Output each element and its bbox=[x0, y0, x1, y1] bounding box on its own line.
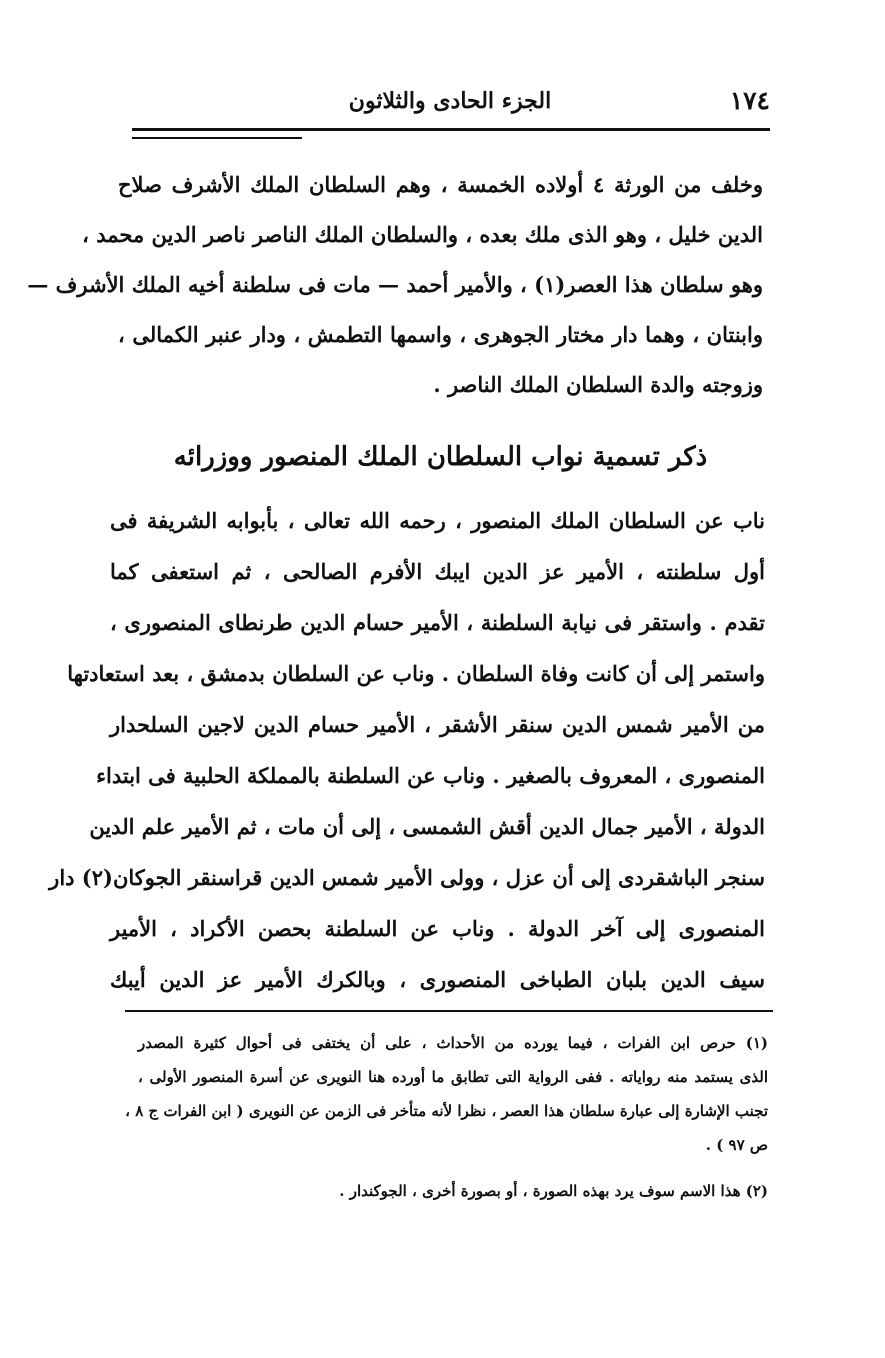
text-line: وخلف من الورثة ٤ أولاده الخمسة ، وهم السلطان الملك الأشرف صلاح bbox=[118, 172, 763, 197]
text-line: وزوجته والدة السلطان الملك الناصر . bbox=[433, 372, 763, 397]
text-line: وابنتان ، وهما دار مختار الجوهرى ، واسمها التطمش ، ودار عنبر الكمالى ، bbox=[118, 322, 763, 347]
footnote-line: ص ٩٧ ) . bbox=[705, 1136, 768, 1154]
text-line: ناب عن السلطان الملك المنصور ، رحمه الله تعالى ، بأبوابه الشريفة فى bbox=[110, 508, 765, 533]
text-line: الدين خليل ، وهو الذى ملك بعده ، والسلطان الملك الناصر ناصر الدين محمد ، bbox=[82, 222, 763, 247]
paragraph-2 bbox=[49, 495, 766, 1005]
text-line: من الأمير شمس الدين سنقر الأشقر ، الأمير حسام الدين لاجين السلحدار bbox=[110, 712, 765, 737]
running-title: الجزء الحادى والثلاثون bbox=[348, 88, 552, 114]
text-line: المنصورى إلى آخر الدولة . وناب عن السلطنة بحصن الأكراد ، الأمير bbox=[110, 916, 766, 941]
section-title: ذكر تسمية نواب السلطان الملك المنصور ووزرائه bbox=[173, 442, 708, 472]
text-line: وهو سلطان هذا العصر(١) ، والأمير أحمد — مات فى سلطنة أخيه الملك الأشرف — bbox=[27, 272, 763, 297]
footnote-line: (١) حرص ابن الفرات ، فيما يورده من الأحداث ، على أن يختفى فى أحوال كثيرة المصدر bbox=[138, 1034, 768, 1052]
text-line: تقدم . واستقر فى نيابة السلطنة ، الأمير حسام الدين طرنطاى المنصورى ، bbox=[110, 610, 765, 635]
text-line: أول سلطنته ، الأمير عز الدين ايبك الأفرم الصالحى ، ثم استعفى كما bbox=[110, 559, 765, 584]
footnote-1 bbox=[125, 1026, 768, 1162]
footnote-line: (٢) هذا الاسم سوف يرد بهذه الصورة ، أو بصورة أخرى ، الجوكندار . bbox=[339, 1182, 768, 1200]
header-rule-short bbox=[132, 137, 302, 139]
footnotes bbox=[125, 1026, 768, 1208]
page-header bbox=[130, 86, 770, 126]
text-line: الدولة ، الأمير جمال الدين أقش الشمسى ، إلى أن مات ، ثم الأمير علم الدين bbox=[89, 814, 765, 839]
footnote-line: الذى يستمد منه رواياته . ففى الرواية التى تطابق ما أورده هنا النويرى عن أسرة المنصور الأولى ، bbox=[138, 1068, 768, 1086]
page-number: ١٧٤ bbox=[729, 86, 770, 115]
footnote-2 bbox=[138, 1174, 768, 1208]
footnote-line: تجنب الإشارة إلى عبارة سلطان هذا العصر ، نظرا لأنه متأخر فى الزمن عن النويرى ( ابن الفرات ج ٨ ، bbox=[125, 1102, 768, 1120]
footnote-rule bbox=[125, 1010, 773, 1012]
text-line: سيف الدين بلبان الطباخى المنصورى ، وبالكرك الأمير عز الدين أيبك bbox=[110, 967, 765, 992]
paragraph-1 bbox=[27, 160, 763, 410]
header-rule bbox=[132, 128, 770, 131]
text-line: المنصورى ، المعروف بالصغير . وناب عن السلطنة بالمملكة الحلبية فى ابتداء bbox=[96, 763, 765, 788]
text-line: سنجر الباشقردى إلى أن عزل ، وولى الأمير شمس الدين قراسنقر الجوكان(٢) دار bbox=[49, 865, 765, 890]
text-line: واستمر إلى أن كانت وفاة السلطان . وناب عن السلطان بدمشق ، بعد استعادتها bbox=[67, 661, 765, 686]
